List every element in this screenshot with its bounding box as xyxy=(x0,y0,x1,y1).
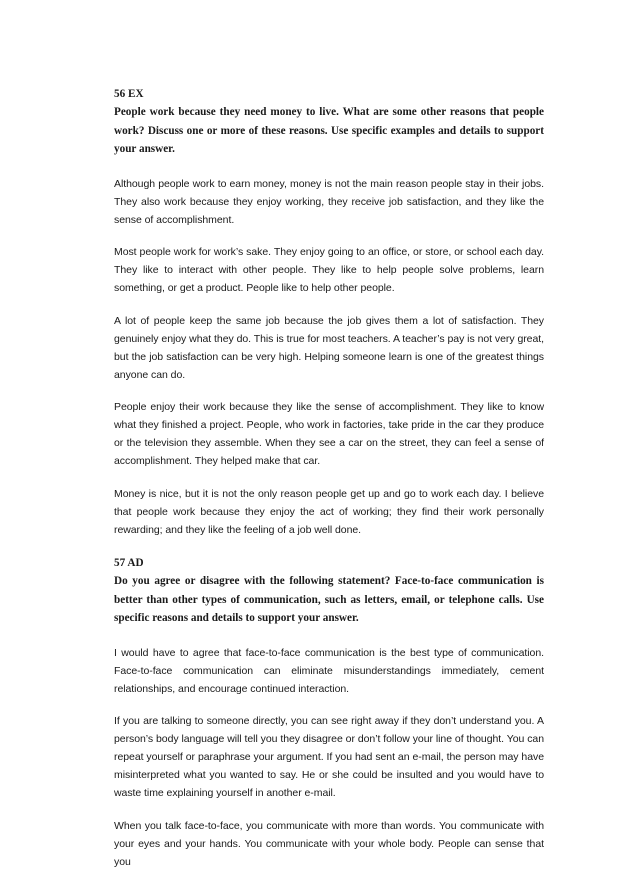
essay-prompt: People work because they need money to live. What are some other reasons that people work? Discuss one or more of these reasons. Use specific examples and details to support your answer. xyxy=(114,106,544,155)
paragraph: Although people work to earn money, money is not the main reason people stay in their jobs. They also work because they enjoy working, they receive job satisfaction, and they like the sense of accomplishment. xyxy=(114,177,544,226)
document-page xyxy=(114,86,544,885)
essay-section-57 xyxy=(114,555,544,871)
essay-section-56 xyxy=(114,86,544,539)
paragraph: People enjoy their work because they like the sense of accomplishment. They like to know what they finished a project. People, who work in factories, take pride in the car they produce or the television they assemble. When they see a car on the street, they can feel a sense of accomplishment. They helped make that car. xyxy=(114,401,544,467)
essay-prompt: Do you agree or disagree with the following statement? Face-to-face communication is better than other types of communication, such as letters, email, or telephone calls. Use specific reasons and details to support your answer. xyxy=(114,575,544,624)
paragraph: If you are talking to someone directly, you can see right away if they don’t understand you. A person’s body language will tell you they disagree or don’t follow your line of thought. You can repeat yourself or paraphrase your argument. If you had sent an e-mail, the person may have misinterpreted what you wanted to say. He or she could be insulted and you would have to waste time explaining yourself in another e-mail. xyxy=(114,715,544,799)
section-label: 56 EX xyxy=(114,88,144,100)
paragraph: A lot of people keep the same job because the job gives them a lot of satisfaction. They genuinely enjoy what they do. This is true for most teachers. A teacher’s pay is not very great, but the job satisfaction can be very high. Helping someone learn is one of the greatest things anyone can do. xyxy=(114,314,544,381)
paragraph: I would have to agree that face-to-face communication is the best type of communication. Face-to-face communication can eliminate misunderstandings immediately, cement relationships, and encourage continued interaction. xyxy=(114,646,544,695)
paragraph: Most people work for work’s sake. They enjoy going to an office, or store, or school each day. They like to interact with other people. They like to help people solve problems, learn something, or get a product. People like to help other people. xyxy=(114,246,544,294)
paragraph: Money is nice, but it is not the only reason people get up and go to work each day. I believe that people work because they enjoy the act of working; they find their work personally rewarding; and they like the feeling of a job well done. xyxy=(114,487,544,536)
section-label: 57 AD xyxy=(114,557,144,569)
paragraph: When you talk face-to-face, you communicate with more than words. You communicate with your eyes and your hands. You communicate with your whole body. People can sense that you xyxy=(114,819,544,868)
